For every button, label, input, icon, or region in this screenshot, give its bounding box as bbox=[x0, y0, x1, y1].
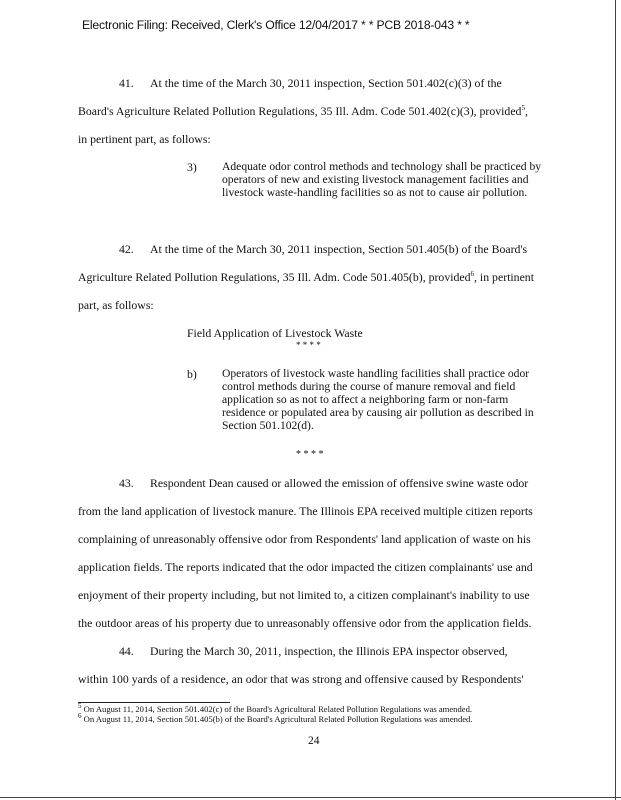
paragraph-44-number: 44. bbox=[119, 644, 134, 658]
scan-edge-right bbox=[615, 0, 616, 800]
filing-header: Electronic Filing: Received, Clerk's Office 12/04/2017 * * PCB 2018-043 * * bbox=[82, 18, 470, 32]
paragraph-41-line-2: Board's Agriculture Related Pollution Regulations, 35 Ill. Adm. Code 501.402(c)(3), provided$^5$, bbox=[78, 104, 528, 118]
paragraph-43-line: the outdoor areas of his property due to unreasonably offensive odor from the application fields. bbox=[78, 616, 532, 630]
quote-41-text: Adequate odor control methods and technology shall be practiced by operators of new and existing livestock management facilities and livestock waste-handling facilities so as not to cause air pollution. bbox=[222, 160, 542, 199]
quote-42-label: b) bbox=[187, 367, 197, 381]
footnote-ref-6: 6 bbox=[470, 270, 475, 279]
footnote-divider bbox=[78, 702, 230, 703]
scan-edge-bottom bbox=[0, 797, 621, 798]
quote-41-label: 3) bbox=[187, 160, 197, 174]
footnote-6: $^6$ On August 11, 2014, Section 501.405(b) of the Board's Agricultural Related Pollution Regulations was amended. bbox=[78, 712, 473, 724]
paragraph-43-line: Respondent Dean caused or allowed the emission of offensive swine waste odor bbox=[150, 476, 529, 490]
paragraph-42-line-2: Agriculture Related Pollution Regulations, 35 Ill. Adm. Code 501.405(b), provided$^6$, in pertinent bbox=[78, 270, 534, 284]
paragraph-43-line: enjoyment of their property including, but not limited to, a citizen complainant's inability to use bbox=[78, 588, 530, 602]
paragraph-43-line: application fields. The reports indicated that the odor impacted the citizen complainants' use and bbox=[78, 560, 533, 574]
paragraph-42-line-1: At the time of the March 30, 2011 inspection, Section 501.405(b) of the Board's bbox=[150, 242, 528, 256]
paragraph-43-line: from the land application of livestock manure. The Illinois EPA received multiple citizen reports bbox=[78, 504, 533, 518]
quote-42-text: Operators of livestock waste handling facilities shall practice odor control methods during the course of manure removal and field application so as not to affect a neighboring farm or non-farm residence or populated area by causing air pollution as described in Section 501.102(d). bbox=[222, 367, 534, 432]
paragraph-43-line: complaining of unreasonably offensive odor from Respondents' land application of waste on his bbox=[78, 532, 531, 546]
quote-42-heading: Field Application of Livestock Waste bbox=[187, 326, 363, 340]
paragraph-44-line-1: During the March 30, 2011, inspection, the Illinois EPA inspector observed, bbox=[150, 644, 508, 658]
paragraph-41-line-1: At the time of the March 30, 2011 inspection, Section 501.402(c)(3) of the bbox=[150, 76, 502, 90]
paragraph-42-line-3: part, as follows: bbox=[78, 298, 154, 312]
paragraph-41-line-3: in pertinent part, as follows: bbox=[78, 132, 211, 146]
paragraph-44-line-2: within 100 yards of a residence, an odor that was strong and offensive caused by Respondents' bbox=[78, 672, 524, 686]
paragraph-42-number: 42. bbox=[119, 242, 134, 256]
paragraph-43-number: 43. bbox=[119, 476, 134, 490]
paragraph-41-number: 41. bbox=[119, 76, 134, 90]
page-number: 24 bbox=[308, 735, 320, 747]
footnote-5: $^5$ On August 11, 2014, Section 501.402(c) of the Board's Agricultural Related Pollution Regulations was amended. bbox=[78, 702, 473, 714]
quote-42-ellipsis-bottom: * * * * bbox=[296, 449, 324, 460]
quote-42-ellipsis-top: * * * * bbox=[296, 340, 321, 350]
footnote-ref-5: 5 bbox=[521, 104, 525, 113]
